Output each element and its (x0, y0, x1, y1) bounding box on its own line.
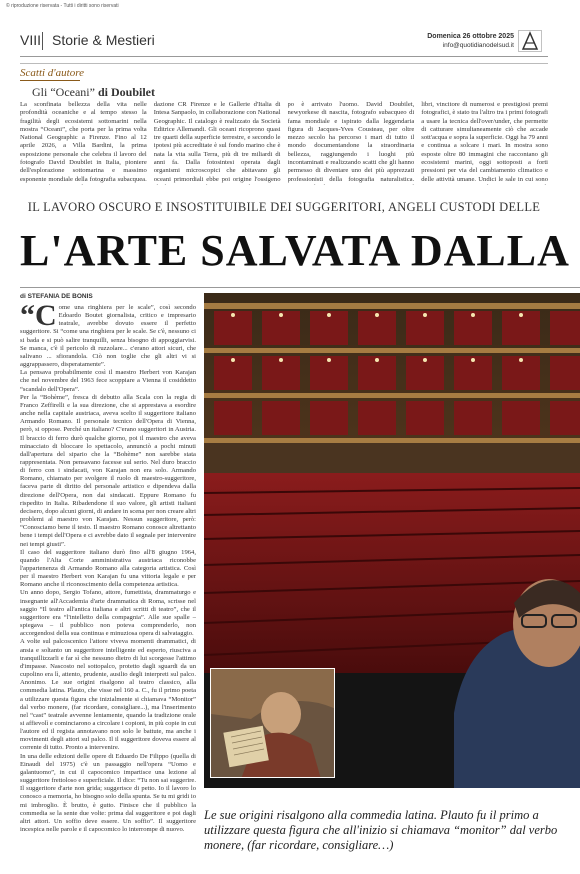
header-rule (20, 56, 548, 57)
article-paragraph: ome una ringhiera per le scale”, così secondo Edoardo Boutet giornalista, critico e impresario teatrale, avrebbe dovuto essere il perfetto suggeritore. Si “come una ringhiera per le scale. Se c'è, nessuno ci si bada e si può salire tranquilli, senza bisogno di appoggiarvisi. Se manca, c'è il pericolo di ruzzolare... c'erano attori sicuri, che salivano ... sfiorandola. Ciò non toglie che gli altri vi si aggrappassero, disperatamente”. (20, 304, 196, 369)
box-title (32, 85, 155, 100)
box-kicker-text: Scatti d'autore (20, 67, 84, 79)
box-column: po è arrivato l'uomo. David Doubilet, newyorkese di nascita, fotografo subacqueo di fama mondiale e ispirato dalla leggendaria figura di Jacques-Yves Cousteau, per oltre mezzo secolo ha percorso i mari di tutto il mondo documentandone la straordinaria bellezza, raggiungendo i luoghi più incontaminati e realizzando scatti che gli hanno permesso di diventare uno dei più apprezzati professionisti della fotografia naturalistica. (287, 101, 415, 183)
box-column: dazione CR Firenze e le Gallerie d'Italia di Intesa Sanpaolo, in collaborazione con National Geographic. Il catalogo è realizzato da Società Editrice Allemandi. Gli oceani ricoprono quasi tre quarti della superficie terrestre, e secondo le ipotesi più accreditate è sul fondo marino che è nata la vita sulla Terra, più di tre miliardi di anni fa. Dalla fotosintesi operata dagli organismi microscopici che abitavano gli oceani primordiali ebbe poi origine l'ossigeno (153, 101, 281, 183)
drop-cap: “C (20, 304, 57, 332)
article-body (20, 304, 196, 856)
box-kicker-rule (20, 80, 80, 81)
title-rule (20, 287, 580, 288)
article-title: L'ARTE SALVATA DALLA (20, 226, 570, 275)
header-separator (42, 32, 43, 50)
box-column: libri, vincitore di numerosi e prestigiosi premi fotografici, è stato tra l'altro tra i primi fotografi a usare la tecnica dell'over/under, che permette di catturare simultaneamente ciò che accade sott'acqua e sopra la superficie. Oggi ha 79 anni e continua a solcare i mari. In mostra sono esposte oltre 80 immagini che raccontano gli ecosistemi marini, oggi sottoposti a forti pressioni per via del cambiamento climatico e delle attività umane. Undici le sale in cui sono (421, 101, 548, 183)
photo-caption: Le sue origini risalgono alla commedia latina. Plauto fu il primo a utilizzare questa figura che all'inizio si chiamava “monitor” dal verbo monere, (far ricordare, consigliare…) (204, 808, 558, 852)
page-header (20, 30, 548, 54)
article-paragraph: Per la “Bohème”, fresca di debutto alla Scala con la regia di Franco Zeffirelli e la sua direzione, che si apprestava a esordire anche nella capitale austriaca, aveva scelto il suggeritore italiano Armando Romano. Il personale tecnico dell'Opera di Vienna, però, si oppose. Perché un italiano? C'erano suggeritori in Austria. Il braccio di ferro durò qualche giorno, poi il maestro che aveva minacciato di bloccare lo spettacolo, annunciò a pochi minuti dall'apertura del sipario che la “Bohème” non sarebbe stata rappresentata. Non pensavano facesse sul serio. Nel duro braccio di ferro con i sindacati, von Karajan non era solo. Armando Romano, chiamato per svolgere il ruolo di maestro-suggeritore, faceva parte di diritto del personale artistico e dipendeva dalla direzione dell'Opera, non dai sindacati. Eppure Romano fu rispedito in Italia. Ribadendone il suo valore, gli artisti italiani decisero, dopo alcuni giorni, di andare in scena per non creare altri problemi al maestro von Karajan. Nessun suggeritore, però: “Conosciamo bene il testo. Il maestro Romano conosce altrettanto bene i tempi dell'Opera e ci avrebbe dato il segnale per intervenire nei tempi giusti”. (20, 393, 196, 548)
section-name: Storie & Mestieri (52, 32, 155, 48)
newspaper-logo-icon (518, 30, 542, 52)
inset-painting-illustration (211, 669, 335, 778)
box-columns (20, 101, 548, 185)
box-title-prefix: Gli “Oceani” (32, 85, 98, 99)
section-number: VIII (20, 32, 42, 48)
article-paragraph: A volte sul palcoscenico l'attore viveva momenti drammatici, di ansia e soltanto un suggeritore intelligente ed esperto, riusciva a tranquillizzarli e far sì che nessuno dietro di lui scorgesse l'attimo d'impasse. Nascosto nel sottopalco, protetto dagli sguardi da un cupolino era lì, attento, prudente, ausilio degli interpreti sul palco. Anonimo. Le sue origini risalgono al teatro classico, alla commedia latina. Plauto, che visse nel 160 a. C., fu il primo poeta a utilizzare questa figura che inizialmente si chiamava “Monitor” dal verbo monere, (far ricordare, consigliare...), ma l'inserimento nel “cast” teatrale avvenne lentamente, quando la tradizione orale si affievolì e cominciarono a circolare i copioni, in più copie in cui l'autore ed il regista annotavano non solo le battute, ma anche i movimenti degli attori sul palco. Il il suggeritore doveva essere al corrente di tutto. Pronto a intervenire. (20, 638, 196, 752)
contact-email[interactable]: info@quotidianodelsud.it (442, 42, 514, 49)
article-paragraph: In una delle edizioni delle opere di Eduardo De Filippo (quella di Einaudi del 1975) c'è un passaggio nell'opera “Uomo e galantuomo”, in cui il capocomico impartisce una lezione al suggeritore frettoloso e superficiale. Il dice: “Tu non sai suggerire. Il suggeritore d'arte non grida; suggerisce di petto. Io il lavoro lo conosco a memoria, ho bisogno solo della spunta. Se tu mi gridi io mi imbroglio. È brutto, è gutto. Finisce che il pubblico la commedia se la sente due volte: prima dal suggeritore e poi dagli altri attori. Un soffio deve essere. Un soffio”. Il suggeritore incespica nelle parole e il capocomico lo interrompe di nuovo. (20, 752, 196, 833)
box-column: La sconfinata bellezza della vita nelle profondità oceaniche e al tempo stesso la fragilità degli ecosistemi sottomarini nella mostra “Oceani”, che porta per la prima volta National Geographic a Firenze. Fino al 12 aprile 2026, a Villa Bardini, la prima esposizione personale che celebra il lavoro del fotografo David Doubilet in Italia, pioniere dell'esplorazione sottomarina e massimo esponente mondiale della fotografia subacquea. (20, 101, 147, 183)
article-byline: di STEFANIA DE BONIS (20, 293, 93, 300)
box-top-rule (20, 63, 548, 64)
article-paragraph: La pensava probabilmente così il maestro Herbert von Karajan che nel novembre del 1963 fece scoppiare a Vienna il cosiddetto “scandalo dell'Opera”. (20, 369, 196, 393)
copyright-notice: © riproduzione riservata - Tutti i diritti sono riservati (6, 3, 119, 9)
article-paragraph: Il caso del suggeritore italiano durò fino all'8 giugno 1964, quando l'Alta Corte amministrativa austriaca riconobbe l'appartenenza di Armando Romano alla categoria artistica. Così per il maestro Herbert von Karajan fu una vittoria legale e per Romano anche il riconoscimento della competenza artistica. (20, 548, 196, 589)
article-kicker: IL LAVORO OSCURO E INSOSTITUIBILE DEI SUGGERITORI, ANGELI CUSTODI DELLE (27, 200, 541, 214)
box-kicker (20, 67, 84, 79)
article-paragraph: Un anno dopo, Sergio Tofano, attore, fumettista, drammaturgo e insegnante all'Accademia d'arte drammatica di Roma, scrisse nel saggio “Il teatro all'antica italiana e altri scritti di teatro”, che il suggeritore era “l'intelletto della compagnia”. Alle sue spalle – spiegava – il pubblico non poteva comprenderlo, non accorgendosi della sua continua e minuziosa opera di salvataggio. (20, 589, 196, 638)
inset-painting (210, 668, 335, 778)
box-title-bold: di Doubilet (97, 85, 155, 99)
issue-date: Domenica 26 ottobre 2025 (427, 33, 514, 40)
